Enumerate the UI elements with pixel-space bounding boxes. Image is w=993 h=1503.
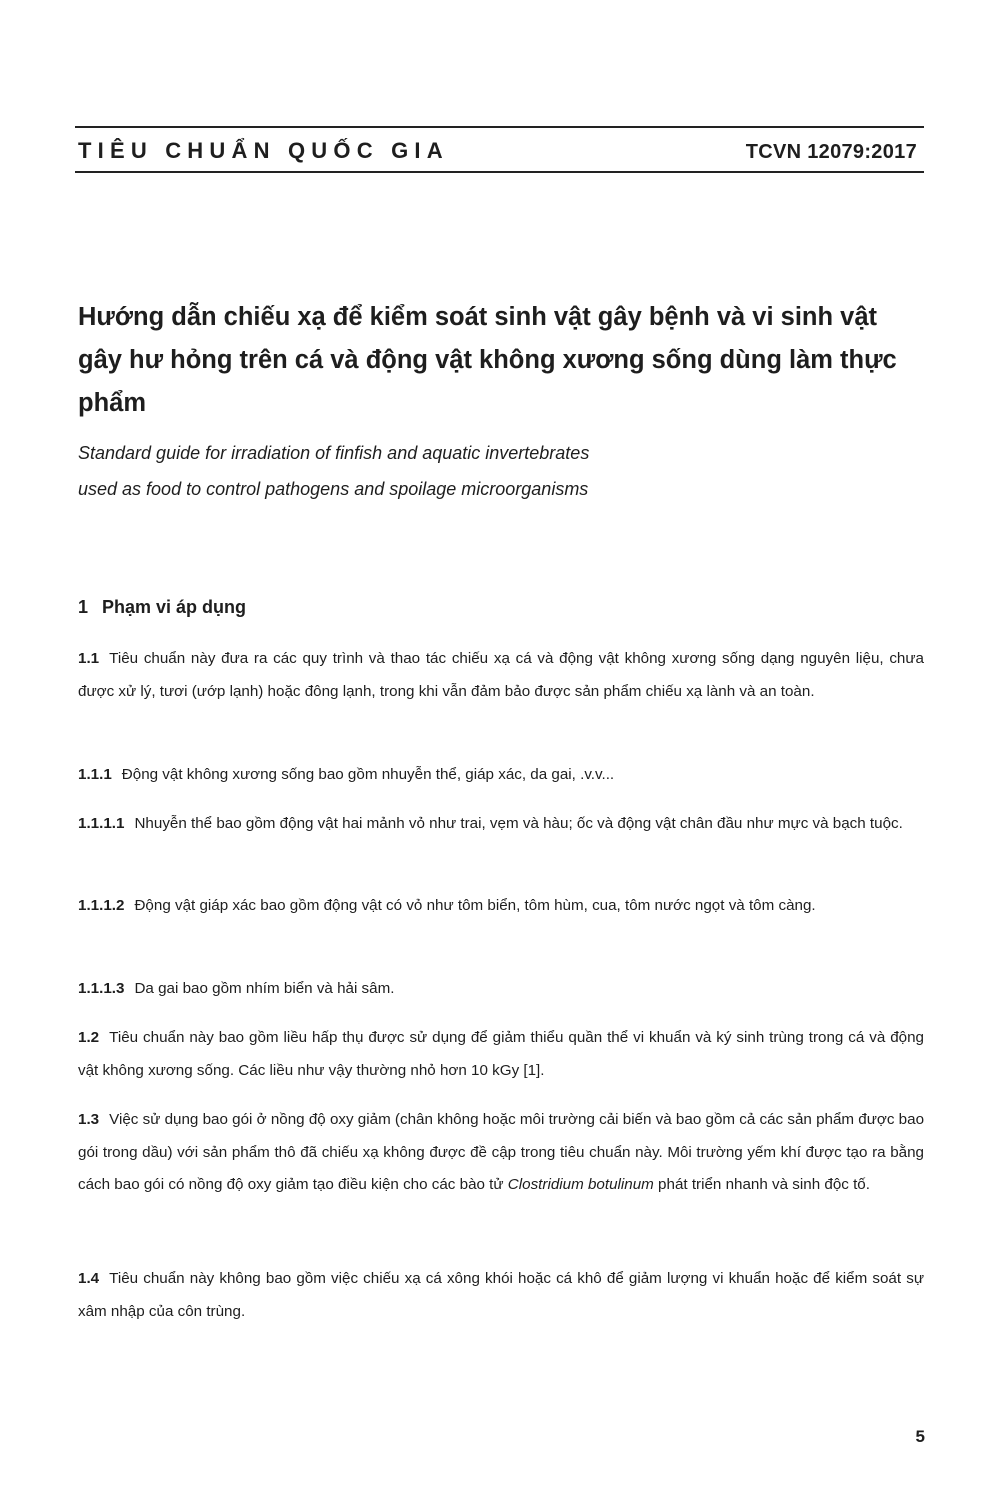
clause-1-1-1 (78, 759, 924, 792)
document-title-english (78, 435, 928, 507)
clause-1-1-1-1 (78, 808, 924, 841)
section-title: Phạm vi áp dụng (102, 597, 247, 617)
page-number: 5 (915, 1427, 925, 1446)
clause-number: 1.1.1 (78, 766, 112, 783)
clause-number: 1.2 (78, 1029, 100, 1046)
header-bottom-rule (75, 171, 924, 173)
clause-number: 1.1.1.1 (78, 815, 125, 832)
clause-text: Động vật giáp xác bao gồm động vật có vỏ như tôm biển, tôm hùm, cua, tôm nước ngọt và tôm càng. (134, 897, 816, 914)
header-standard-type: TIÊU CHUẨN QUỐC GIA (78, 138, 449, 163)
english-title-line-1: Standard guide for irradiation of finfish and aquatic invertebrates (78, 443, 590, 463)
clause-text: Da gai bao gồm nhím biển và hải sâm. (134, 980, 395, 997)
section-heading (78, 597, 246, 618)
clause-text: Tiêu chuẩn này bao gồm liều hấp thụ được sử dụng để giảm thiểu quần thể vi khuẩn và ký sinh trùng trong cá và động vật không xương sống. Các liều như vậy thường nhỏ hơn 10 kGy [1]. (78, 1029, 924, 1079)
document-title-vietnamese: Hướng dẫn chiếu xạ để kiểm soát sinh vật gây bệnh và vi sinh vật gây hư hỏng trên cá và động vật không xương sống dùng làm thực phẩm (78, 303, 897, 417)
clause-1-3 (78, 1104, 924, 1202)
clause-text: Nhuyễn thể bao gồm động vật hai mảnh vỏ như trai, vẹm và hàu; ốc và động vật chân đầu như mực và bạch tuộc. (134, 815, 903, 832)
clause-number: 1.1 (78, 650, 100, 667)
clause-text: Tiêu chuẩn này không bao gồm việc chiếu xạ cá xông khói hoặc cá khô để giảm lượng vi khuẩn hoặc để kiểm soát sự xâm nhập của côn trùng. (78, 1270, 924, 1320)
clause-number: 1.3 (78, 1111, 100, 1128)
clause-1-1 (78, 643, 924, 708)
clause-text: Động vật không xương sống bao gồm nhuyễn thể, giáp xác, da gai, .v.v... (121, 766, 615, 783)
clause-1-1-1-3 (78, 973, 924, 1006)
clause-number: 1.4 (78, 1270, 100, 1287)
clause-text-end: phát triển nhanh và sinh độc tố. (653, 1176, 870, 1193)
header-top-rule (75, 126, 924, 128)
clause-text: Tiêu chuẩn này đưa ra các quy trình và thao tác chiếu xạ cá và động vật không xương sống dạng nguyên liệu, chưa được xử lý, tươi (ướp lạnh) hoặc đông lạnh, trong khi vẫn đảm bảo được sản phẩm chiếu xạ lành và an toàn. (78, 650, 924, 700)
clause-number: 1.1.1.3 (78, 980, 125, 997)
clause-1-1-1-2 (78, 890, 924, 923)
clause-text-start: Việc sử dụng bao gói ở nồng độ oxy giảm (chân không hoặc môi trường cải biến và bao gồm cả các sản phẩm được bao gói trong dầu) với sản phẩm thô đã chiếu xạ không được đề cập trong tiêu chuẩn này. Môi trường yếm khí được tạo ra bằng cách bao gói có nồng độ oxy giảm tạo điều kiện cho các bào tử (78, 1111, 925, 1193)
species-name: Clostridium botulinum (507, 1176, 654, 1193)
clause-1-2 (78, 1022, 924, 1087)
header-standard-code: TCVN 12079:2017 (745, 141, 917, 163)
english-title-line-2: used as food to control pathogens and spoilage microorganisms (78, 479, 589, 499)
clause-1-4 (78, 1263, 924, 1328)
clause-number: 1.1.1.2 (78, 897, 125, 914)
section-number: 1 (78, 597, 89, 617)
